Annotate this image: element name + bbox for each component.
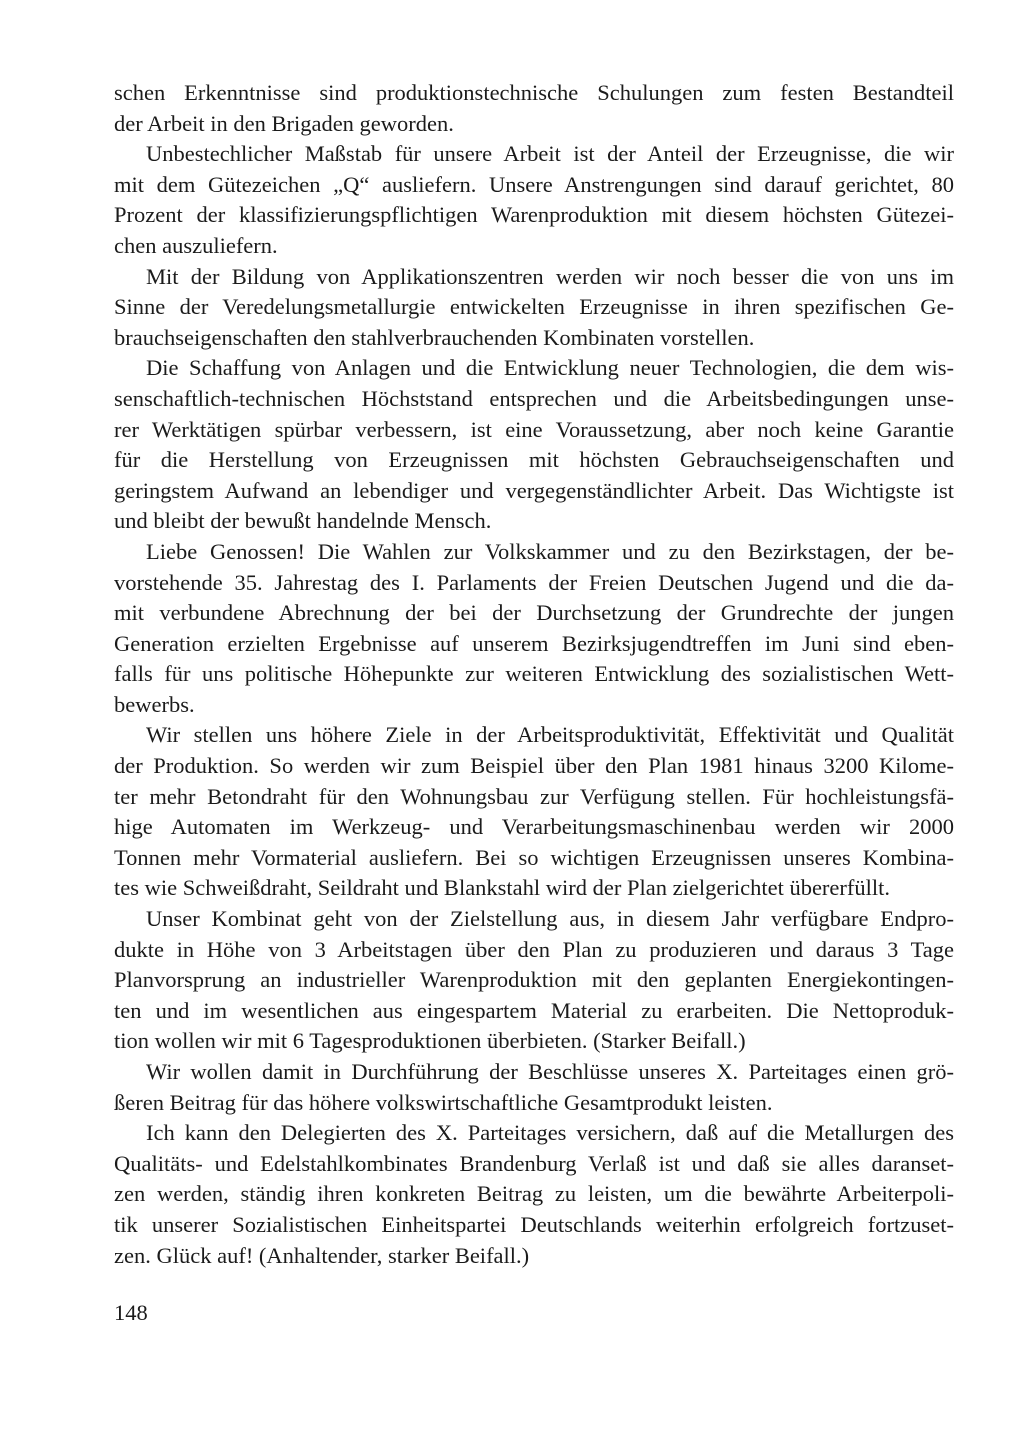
text-line: zen werden, ständig ihren konkreten Beitrag zu leisten, um die bewährte Arbeiterpoli- — [114, 1181, 954, 1207]
paragraph-9 — [114, 1118, 954, 1271]
text-line: ßeren Beitrag für das höhere volkswirtschaftliche Gesamtprodukt leisten. — [114, 1089, 773, 1115]
text-line: Wir wollen damit in Durchführung der Beschlüsse unseres X. Parteitages einen grö- — [146, 1059, 954, 1084]
text-line: Wir stellen uns höhere Ziele in der Arbeitsproduktivität, Effektivität und Qualität — [146, 722, 954, 748]
text-line: zen. Glück auf! (Anhaltender, starker Beifall.) — [114, 1242, 530, 1268]
paragraph-6 — [114, 720, 954, 904]
text-line: ten und im wesentlichen aus eingespartem Material zu erarbeiten. Die Nettoproduk- — [114, 997, 954, 1023]
paragraph-4 — [114, 353, 954, 537]
text-line: Ich kann den Delegierten des X. Parteitages versichern, daß auf die Metallurgen des — [146, 1120, 954, 1146]
text-line: für die Herstellung von Erzeugnissen mit höchsten Gebrauchseigenschaften und — [114, 447, 954, 473]
text-line: Sinne der Veredelungsmetallurgie entwickelten Erzeugnisse in ihren spezifischen Ge- — [114, 294, 954, 320]
body-text — [114, 78, 954, 1271]
text-line: falls für uns politische Höhepunkte zur weiteren Entwicklung des sozialistischen Wett- — [114, 661, 954, 687]
text-line: mit dem Gütezeichen „Q“ ausliefern. Unsere Anstrengungen sind darauf gerichtet, 80 — [114, 171, 954, 197]
text-line: Mit der Bildung von Applikationszentren werden wir noch besser die von uns im — [146, 263, 954, 289]
text-line: ter mehr Betondraht für den Wohnungsbau zur Verfügung stellen. Für hochleistungsfä- — [114, 783, 954, 809]
paragraph-8 — [114, 1057, 954, 1118]
text-line: Generation erzielten Ergebnisse auf unserem Bezirksjugendtreffen im Juni sind eben- — [114, 630, 954, 656]
text-line: tion wollen wir mit 6 Tagesproduktionen überbieten. (Starker Beifall.) — [114, 1028, 746, 1054]
text-line: Planvorsprung an industrieller Warenproduktion mit den geplanten Energiekontingen- — [114, 967, 954, 993]
paragraph-1 — [114, 78, 954, 139]
text-line: Qualitäts- und Edelstahlkombinates Brandenburg Verlaß ist und daß sie alles daranset- — [114, 1150, 954, 1176]
text-line: schen Erkenntnisse sind produktionstechnische Schulungen zum festen Bestandteil — [114, 80, 954, 105]
text-line: der Produktion. So werden wir zum Beispiel über den Plan 1981 hinaus 3200 Kilome- — [114, 753, 954, 779]
text-line: senschaftlich-technischen Höchststand entsprechen und die Arbeitsbedingungen unse- — [114, 385, 954, 411]
text-line: hige Automaten im Werkzeug- und Verarbeitungsmaschinenbau werden wir 2000 — [114, 814, 954, 840]
text-line: mit verbundene Abrechnung der bei der Durchsetzung der Grundrechte der jungen — [114, 600, 954, 626]
text-line: chen auszuliefern. — [114, 232, 278, 258]
text-line: Tonnen mehr Vormaterial ausliefern. Bei so wichtigen Erzeugnissen unseres Kombina- — [114, 844, 954, 870]
text-line: geringstem Aufwand an lebendiger und vergegenständlichter Arbeit. Das Wichtigste ist — [114, 477, 954, 503]
text-line: dukte in Höhe von 3 Arbeitstagen über den Plan zu produzieren und daraus 3 Tage — [114, 936, 954, 962]
text-line: brauchseigenschaften den stahlverbrauchenden Kombinaten vorstellen. — [114, 324, 755, 350]
paragraph-7 — [114, 904, 954, 1057]
text-line: tik unserer Sozialistischen Einheitspartei Deutschlands weiterhin erfolgreich fortzuset- — [114, 1211, 954, 1237]
paragraph-2 — [114, 139, 954, 261]
text-line: der Arbeit in den Brigaden geworden. — [114, 110, 454, 136]
text-line: vorstehende 35. Jahrestag des I. Parlaments der Freien Deutschen Jugend und die da- — [114, 569, 954, 595]
text-line: bewerbs. — [114, 691, 195, 717]
paragraph-3 — [114, 262, 954, 354]
text-line: und bleibt der bewußt handelnde Mensch. — [114, 508, 492, 534]
paragraph-5 — [114, 537, 954, 721]
text-line: tes wie Schweißdraht, Seildraht und Blankstahl wird der Plan zielgerichtet übererfüllt. — [114, 875, 891, 901]
text-line: rer Werktätigen spürbar verbessern, ist eine Voraussetzung, aber noch keine Garantie — [114, 416, 954, 442]
text-line: Liebe Genossen! Die Wahlen zur Volkskammer und zu den Bezirkstagen, der be- — [146, 538, 954, 564]
page-number: 148 — [114, 1300, 148, 1325]
text-line: Unbestechlicher Maßstab für unsere Arbeit ist der Anteil der Erzeugnisse, die wir — [146, 141, 954, 167]
text-line: Prozent der klassifizierungspflichtigen Warenproduktion mit diesem höchsten Gütezei- — [114, 202, 954, 228]
text-line: Unser Kombinat geht von der Zielstellung aus, in diesem Jahr verfügbare Endpro- — [146, 906, 954, 932]
text-line: Die Schaffung von Anlagen und die Entwicklung neuer Technologien, die dem wis- — [146, 355, 954, 381]
